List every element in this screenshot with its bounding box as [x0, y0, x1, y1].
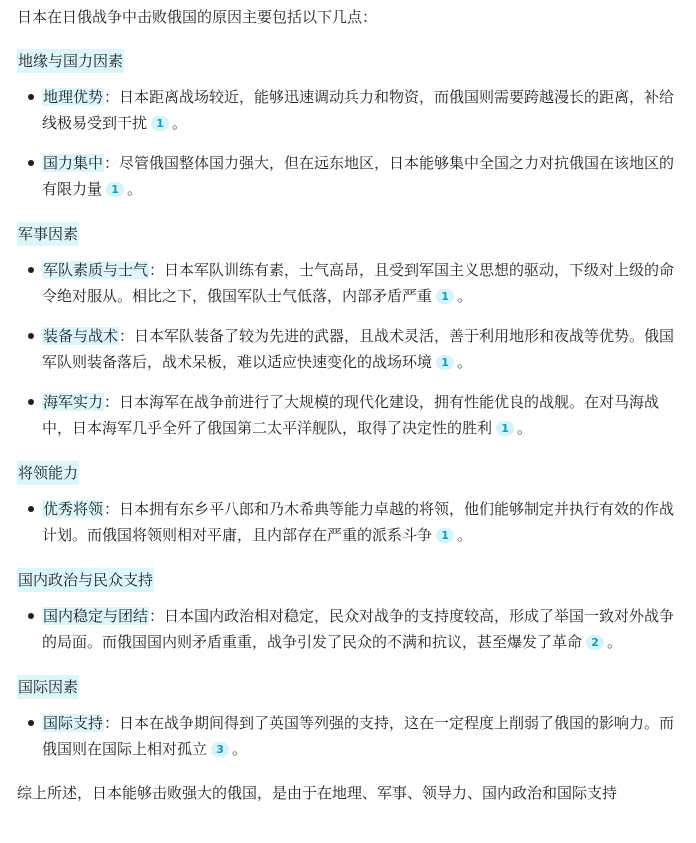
item-end: 。	[517, 419, 533, 437]
bullet-dot-icon	[28, 333, 34, 339]
term-highlight: 军队素质与士气	[43, 261, 149, 279]
bullet-list	[17, 84, 680, 202]
item-end: 。	[232, 740, 248, 758]
bullet-dot-icon	[28, 506, 34, 512]
item-text: ：日本海军在战争前进行了大规模的现代化建设，拥有性能优良的战舰。在对马海战中，日本海军几乎全歼了俄国第二太平洋舰队，取得了决定性的胜利	[42, 393, 660, 437]
term-highlight: 装备与战术	[43, 327, 119, 345]
item-text: ：日本拥有东乡平八郎和乃木希典等能力卓越的将领，他们能够制定并执行有效的作战计划。而俄国将领则相对平庸，且内部存在严重的派系斗争	[42, 500, 675, 544]
bullet-list	[17, 257, 680, 441]
bullet-dot-icon	[28, 613, 34, 619]
item-text: ：日本距离战场较近，能够迅速调动兵力和物资，而俄国则需要跨越漫长的距离，补给线极易受到干扰	[42, 88, 675, 132]
bullet-dot-icon	[28, 94, 34, 100]
list-item	[17, 603, 680, 655]
item-text: ：日本军队装备了较为先进的武器，且战术灵活，善于利用地形和夜战等优势。俄国军队则装备落后，战术呆板，难以适应快速变化的战场环境	[42, 327, 675, 371]
term-highlight: 国内稳定与团结	[43, 607, 149, 625]
item-end: 。	[172, 114, 188, 132]
item-text: ：日本国内政治相对稳定，民众对战争的支持度较高，形成了举国一致对外战争的局面。而俄国国内则矛盾重重，战争引发了民众的不满和抗议，甚至爆发了革命	[42, 607, 675, 651]
citation-badge[interactable]: 1	[151, 116, 169, 131]
bullet-dot-icon	[28, 399, 34, 405]
item-end: 。	[607, 633, 623, 651]
bullet-dot-icon	[28, 267, 34, 273]
section-heading: 将领能力	[17, 461, 79, 485]
section-heading: 军事因素	[17, 222, 79, 246]
list-item	[17, 323, 680, 375]
section-heading-row	[17, 567, 680, 591]
section-heading-row	[17, 674, 680, 698]
citation-badge[interactable]: 2	[586, 635, 604, 650]
bullet-dot-icon	[28, 160, 34, 166]
list-item	[17, 257, 680, 309]
item-text: ：日本在战争期间得到了英国等列强的支持，这在一定程度上削弱了俄国的影响力。而俄国则在国际上相对孤立	[42, 714, 675, 758]
bullet-list	[17, 603, 680, 655]
citation-badge[interactable]: 3	[211, 742, 229, 757]
citation-badge[interactable]: 1	[496, 421, 514, 436]
list-item	[17, 84, 680, 136]
term-highlight: 地理优势	[43, 88, 104, 106]
item-end: 。	[127, 180, 143, 198]
citation-badge[interactable]: 1	[106, 182, 124, 197]
bullet-dot-icon	[28, 720, 34, 726]
item-end: 。	[457, 353, 473, 371]
section-heading: 国际因素	[17, 675, 79, 699]
bullet-list	[17, 710, 680, 762]
item-end: 。	[457, 526, 473, 544]
item-text: ：日本军队训练有素，士气高昂，且受到军国主义思想的驱动，下级对上级的命令绝对服从。相比之下，俄国军队士气低落，内部矛盾严重	[42, 261, 675, 305]
conclusion-paragraph: 综上所述，日本能够击败强大的俄国，是由于在地理、军事、领导力、国内政治和国际支持	[17, 784, 618, 802]
list-item	[17, 496, 680, 548]
item-end: 。	[457, 287, 473, 305]
term-highlight: 国际支持	[43, 714, 104, 732]
section-heading-row	[17, 48, 680, 72]
term-highlight: 国力集中	[43, 154, 104, 172]
section-heading-row	[17, 221, 680, 245]
term-highlight: 海军实力	[43, 393, 104, 411]
citation-badge[interactable]: 1	[436, 355, 454, 370]
citation-badge[interactable]: 1	[436, 528, 454, 543]
list-item	[17, 710, 680, 762]
intro-paragraph: 日本在日俄战争中击败俄国的原因主要包括以下几点：	[17, 8, 378, 26]
section-heading: 国内政治与民众支持	[17, 568, 154, 592]
citation-badge[interactable]: 1	[436, 289, 454, 304]
list-item	[17, 150, 680, 202]
term-highlight: 优秀将领	[43, 500, 104, 518]
list-item	[17, 389, 680, 441]
section-heading-row	[17, 460, 680, 484]
bullet-list	[17, 496, 680, 548]
section-heading: 地缘与国力因素	[17, 49, 124, 73]
item-text: ：尽管俄国整体国力强大，但在远东地区，日本能够集中全国之力对抗俄国在该地区的有限力量	[42, 154, 675, 198]
